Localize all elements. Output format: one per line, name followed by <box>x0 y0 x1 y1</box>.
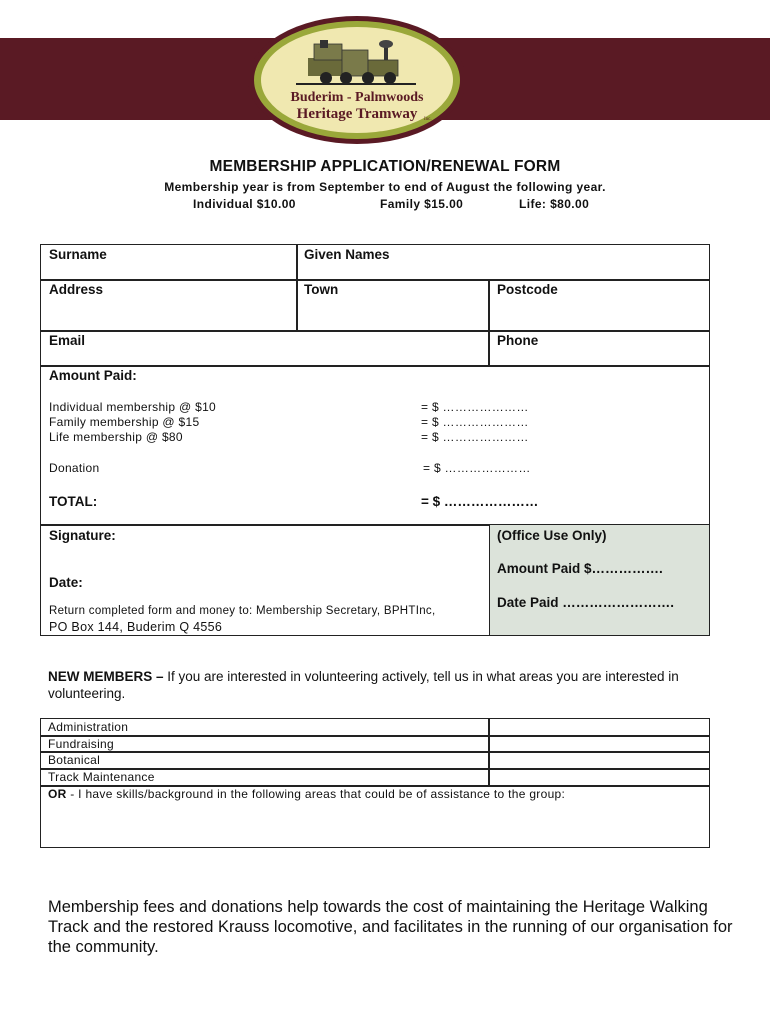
donation-amount[interactable]: = $ ………………… <box>423 461 531 475</box>
family-membership-amount[interactable]: = $ ………………… <box>421 415 529 429</box>
surname-field[interactable]: Surname <box>49 247 107 262</box>
return-address: PO Box 144, Buderim Q 4556 <box>49 620 223 634</box>
phone-field[interactable]: Phone <box>497 333 539 348</box>
individual-membership-amount[interactable]: = $ ………………… <box>421 400 529 414</box>
fee-life: Life: $80.00 <box>519 197 590 211</box>
return-instructions: Return completed form and money to: Membership Secretary, BPHTInc, <box>49 605 436 617</box>
volunteer-area-fundraising[interactable]: Fundraising <box>48 737 115 751</box>
footer-note: Membership fees and donations help towards the cost of maintaining the Heritage Walking Track and the restored Krauss locomotive, and facilitates in the running of our organisation for the community. <box>48 898 733 956</box>
logo <box>246 14 468 146</box>
office-date-paid: Date Paid ……………………. <box>497 595 675 610</box>
skills-background-field[interactable] <box>48 787 565 801</box>
or-text: - I have skills/background in the following areas that could be of assistance to the group: <box>66 787 566 801</box>
fee-family: Family $15.00 <box>380 197 464 211</box>
email-field[interactable]: Email <box>49 333 86 348</box>
office-amount-paid: Amount Paid $……………. <box>497 561 663 576</box>
total-label: TOTAL: <box>49 494 98 509</box>
volunteer-area-administration[interactable]: Administration <box>48 720 129 734</box>
volunteer-area-track-maintenance[interactable]: Track Maintenance <box>48 770 155 784</box>
logo-suffix: Inc. <box>424 117 432 122</box>
family-membership-label: Family membership @ $15 <box>49 415 200 429</box>
postcode-field[interactable]: Postcode <box>497 282 558 297</box>
individual-membership-label: Individual membership @ $10 <box>49 400 217 414</box>
date-field[interactable]: Date: <box>49 575 83 590</box>
town-field[interactable]: Town <box>304 282 339 297</box>
signature-field[interactable]: Signature: <box>49 528 116 543</box>
logo-line1: Buderim - Palmwoods <box>290 90 424 105</box>
total-amount[interactable]: = $ ………………… <box>421 494 539 509</box>
given-names-field[interactable]: Given Names <box>304 247 390 262</box>
address-field[interactable]: Address <box>49 282 104 297</box>
life-membership-label: Life membership @ $80 <box>49 430 183 444</box>
new-members-note <box>48 668 708 702</box>
office-use-title: (Office Use Only) <box>497 528 607 543</box>
form-title: MEMBERSHIP APPLICATION/RENEWAL FORM <box>209 158 561 175</box>
new-members-text: If you are interested in volunteering actively, tell us in what areas you are interested in volunteering. <box>48 669 679 701</box>
membership-year-note: Membership year is from September to end of August the following year. <box>164 180 606 194</box>
new-members-lead: NEW MEMBERS – <box>48 669 164 684</box>
amount-paid-heading: Amount Paid: <box>49 368 137 383</box>
fee-individual: Individual $10.00 <box>193 197 296 211</box>
life-membership-amount[interactable]: = $ ………………… <box>421 430 529 444</box>
or-lead: OR <box>48 787 67 801</box>
logo-line2: Heritage Tramway <box>296 106 418 122</box>
donation-label: Donation <box>49 461 100 475</box>
volunteer-area-botanical[interactable]: Botanical <box>48 753 101 767</box>
